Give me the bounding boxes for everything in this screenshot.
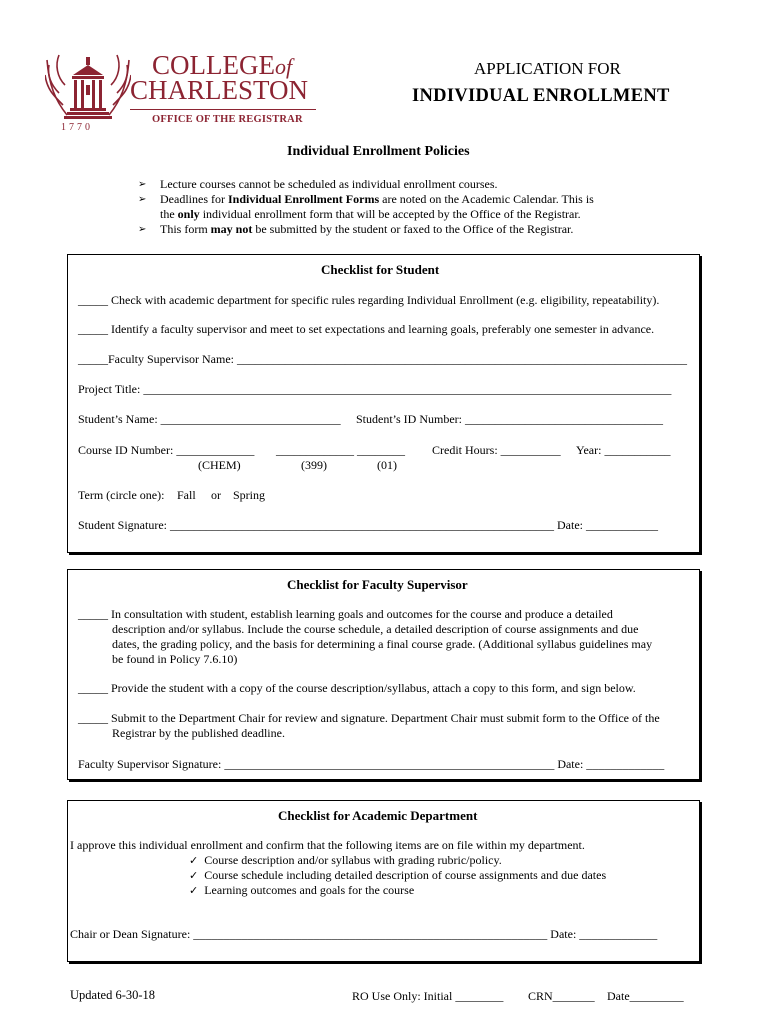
ro-crn-field[interactable]: CRN_______ bbox=[528, 989, 595, 1003]
arrow-bullet-icon: ➢ bbox=[138, 224, 147, 235]
faculty-signature-field[interactable]: Faculty Supervisor Signature: _______________________________________________________ Date: _____________ bbox=[78, 757, 665, 771]
student-signature-field[interactable]: Student Signature: ________________________________________________________________ Date: ____________ bbox=[78, 518, 658, 532]
form-title-line1: APPLICATION FOR bbox=[474, 59, 621, 78]
term-option-spring[interactable]: Spring bbox=[233, 488, 266, 502]
project-title-field[interactable]: Project Title: ________________________________________________________________________________________ bbox=[78, 382, 672, 396]
policy-item: ➢ This form may not be submitted by the student or faxed to the Office of the Registrar. bbox=[138, 222, 574, 236]
logo-charleston-text: CHARLESTON bbox=[130, 75, 309, 105]
logo-office-text: OFFICE OF THE REGISTRAR bbox=[152, 114, 303, 125]
course-number-hint: (399) bbox=[301, 458, 327, 472]
checkmark-icon: ✓ bbox=[189, 884, 199, 897]
year-field[interactable]: Year: ___________ bbox=[576, 443, 671, 457]
faculty-item-provide-syllabus[interactable]: _____ Provide the student with a copy of the course description/syllabus, attach a copy to this form, and sign below. bbox=[78, 681, 636, 695]
arrow-bullet-icon: ➢ bbox=[138, 179, 147, 190]
student-id-field[interactable]: Student’s ID Number: _________________________________ bbox=[356, 412, 663, 426]
policy-item-continued: the only individual enrollment form that will be accepted by the Office of the Registrar. bbox=[160, 207, 581, 221]
course-section-hint: (01) bbox=[377, 458, 397, 472]
department-check-item: ✓ Course schedule including detailed description of course assignments and due dates bbox=[189, 868, 607, 882]
term-or-text: or bbox=[211, 488, 221, 502]
course-id-field[interactable]: Course ID Number: _____________ bbox=[78, 443, 255, 457]
department-check-item: ✓ Learning outcomes and goals for the course bbox=[189, 883, 415, 897]
student-name-field[interactable]: Student’s Name: ______________________________ bbox=[78, 412, 341, 426]
ro-date-field[interactable]: Date_________ bbox=[607, 989, 684, 1003]
credit-hours-field[interactable]: Credit Hours: __________ bbox=[432, 443, 561, 457]
term-option-fall[interactable]: Fall bbox=[177, 488, 196, 502]
department-approval-text: I approve this individual enrollment and confirm that the following items are on file within my department. bbox=[70, 838, 585, 852]
faculty-item-submit-chair[interactable]: _____ Submit to the Department Chair for review and signature. Department Chair must submit form to the Office of the bbox=[78, 711, 660, 725]
policies-list bbox=[138, 177, 594, 237]
department-check-item: ✓ Course description and/or syllabus with grading rubric/policy. bbox=[189, 853, 502, 867]
faculty-item-submit-chair-cont: Registrar by the published deadline. bbox=[112, 726, 285, 740]
faculty-item-learning-goals[interactable]: _____ In consultation with student, establish learning goals and outcomes for the course and produce a detailed bbox=[78, 607, 613, 621]
arrow-bullet-icon: ➢ bbox=[138, 194, 147, 205]
faculty-checklist-box bbox=[67, 569, 700, 780]
logo-college-text: COLLEGEof bbox=[152, 50, 293, 80]
faculty-checklist-title: Checklist for Faculty Supervisor bbox=[287, 577, 468, 592]
faculty-item-learning-goals-cont: dates, the grading policy, and the basis for determining a final course grade. (Additional syllabus guidelines may bbox=[112, 637, 653, 651]
course-number-field[interactable]: _____________ ________ bbox=[276, 443, 405, 457]
student-item-department-rules[interactable]: _____ Check with academic department for specific rules regarding Individual Enrollment (e.g. eligibility, repeatability). bbox=[78, 293, 660, 307]
policies-title: Individual Enrollment Policies bbox=[287, 144, 470, 159]
course-subject-hint: (CHEM) bbox=[198, 458, 241, 472]
department-checklist-title: Checklist for Academic Department bbox=[278, 808, 478, 823]
faculty-supervisor-name-field[interactable]: _____Faculty Supervisor Name: ___________________________________________________________________________ bbox=[78, 352, 687, 366]
form-title-line2: INDIVIDUAL ENROLLMENT bbox=[412, 86, 670, 106]
building-seal-icon bbox=[45, 45, 131, 131]
term-label: Term (circle one): bbox=[78, 488, 165, 502]
faculty-item-learning-goals-cont: description and/or syllabus. Include the course schedule, a detailed description of course assignments and due bbox=[112, 622, 639, 636]
logo-year-text: 1770 bbox=[61, 122, 93, 133]
updated-date-text: Updated 6-30-18 bbox=[70, 988, 156, 1002]
student-item-faculty-supervisor[interactable]: _____ Identify a faculty supervisor and meet to set expectations and learning goals, preferably one semester in advance. bbox=[78, 322, 655, 336]
policy-item: ➢ Deadlines for Individual Enrollment Forms are noted on the Academic Calendar. This is bbox=[138, 192, 594, 206]
checkmark-icon: ✓ bbox=[189, 854, 199, 867]
policy-item: ➢ Lecture courses cannot be scheduled as individual enrollment courses. bbox=[138, 177, 498, 191]
logo-divider bbox=[130, 109, 316, 110]
chair-signature-field[interactable]: Chair or Dean Signature: ___________________________________________________________ Date: _____________ bbox=[70, 927, 658, 941]
ro-use-initial-field[interactable]: RO Use Only: Initial ________ bbox=[352, 989, 504, 1003]
student-checklist-title: Checklist for Student bbox=[321, 262, 440, 277]
checkmark-icon: ✓ bbox=[189, 869, 199, 882]
faculty-item-learning-goals-cont: be found in Policy 7.6.10) bbox=[112, 652, 238, 666]
